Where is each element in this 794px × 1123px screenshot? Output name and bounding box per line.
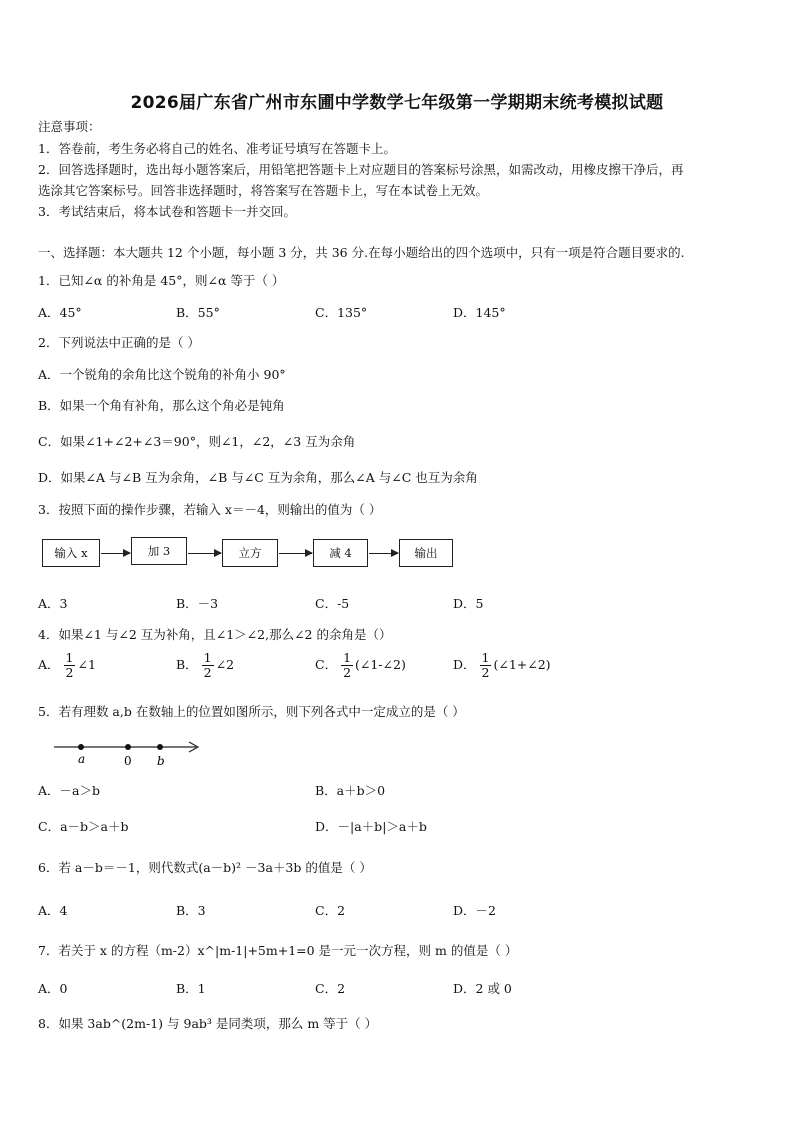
flow-sub4-box: 减 4 xyxy=(313,539,368,567)
option-expr: (∠1-∠2) xyxy=(355,657,406,672)
option-label: C． xyxy=(315,657,338,672)
label-0: 0 xyxy=(124,754,132,768)
q7-option-a: A．0 xyxy=(38,981,68,996)
q6-option-d: D．－2 xyxy=(453,903,496,918)
q8-stem: 8．如果 3ab^(2m-1) 与 9ab³ 是同类项，那么 m 等于（ ） xyxy=(38,1016,378,1031)
denominator: 2 xyxy=(343,665,352,680)
q3-stem: 3．按照下面的操作步骤，若输入 x＝－4，则输出的值为（ ） xyxy=(38,502,382,517)
q7-option-d: D．2 或 0 xyxy=(453,981,512,996)
option-expr: ∠2 xyxy=(215,657,235,672)
flow-arrow xyxy=(101,553,130,554)
q7-option-c: C．2 xyxy=(315,981,346,996)
denominator: 2 xyxy=(65,665,74,680)
q5-option-c: C．a－b＞a＋b xyxy=(38,819,129,834)
fraction xyxy=(202,651,214,680)
q6-stem: 6．若 a－b＝－1，则代数式(a－b)² －3a＋3b 的值是（ ） xyxy=(38,860,372,875)
q4-option-a xyxy=(38,651,96,680)
notice-item-1: 1．答卷前，考生务必将自己的姓名、准考证号填写在答题卡上。 xyxy=(38,141,396,156)
q4-option-d xyxy=(453,651,551,680)
q3-option-d: D．5 xyxy=(453,596,484,611)
flow-cube-box: 立方 xyxy=(222,539,278,567)
q2-option-a: A．一个锐角的余角比这个锐角的补角小 90° xyxy=(38,367,286,382)
q1-option-b: B．55° xyxy=(176,305,220,320)
notice-item-3: 3．考试结束后，将本试卷和答题卡一并交回。 xyxy=(38,204,296,219)
q4-option-c xyxy=(315,651,406,680)
flow-input-box: 输入 x xyxy=(42,539,100,567)
option-label: D． xyxy=(453,657,476,672)
q5-option-d: D．－|a＋b|＞a＋b xyxy=(315,819,427,834)
q3-option-c: C．-5 xyxy=(315,596,350,611)
q7-option-b: B．1 xyxy=(176,981,206,996)
option-label: B． xyxy=(176,657,198,672)
fraction xyxy=(480,651,492,680)
numerator: 1 xyxy=(65,650,74,665)
notice-item-2-cont: 选涂其它答案标号。回答非选择题时，将答案写在答题卡上，写在本试卷上无效。 xyxy=(38,183,489,198)
option-expr: ∠1 xyxy=(77,657,96,672)
numerator: 1 xyxy=(481,650,490,665)
q4-stem: 4．如果∠1 与∠2 互为补角，且∠1＞∠2,那么∠2 的余角是（） xyxy=(38,627,392,642)
option-label: A． xyxy=(38,657,60,672)
number-line xyxy=(50,736,210,770)
numerator: 1 xyxy=(203,650,212,665)
q1-option-d: D．145° xyxy=(453,305,506,320)
q5-option-a: A．－a＞b xyxy=(38,783,100,798)
fraction xyxy=(341,651,353,680)
numerator: 1 xyxy=(343,650,352,665)
flow-arrow xyxy=(369,553,398,554)
q2-option-d: D．如果∠A 与∠B 互为余角，∠B 与∠C 互为余角，那么∠A 与∠C 也互为余角 xyxy=(38,470,478,485)
denominator: 2 xyxy=(481,665,490,680)
fraction xyxy=(64,651,76,680)
q3-option-a: A．3 xyxy=(38,596,68,611)
q2-option-b: B．如果一个角有补角，那么这个角必是钝角 xyxy=(38,398,285,413)
q5-stem: 5．若有理数 a,b 在数轴上的位置如图所示，则下列各式中一定成立的是（ ） xyxy=(38,704,465,719)
q3-option-b: B．－3 xyxy=(176,596,219,611)
page-title: 2026届广东省广州市东圃中学数学七年级第一学期期末统考模拟试题 xyxy=(130,93,664,113)
notice-item-2: 2．回答选择题时，选出每小题答案后，用铅笔把答题卡上对应题目的答案标号涂黑，如需改动，用橡皮擦干净后，再 xyxy=(38,162,684,177)
q1-option-a: A．45° xyxy=(38,305,82,320)
flow-add3-box: 加 3 xyxy=(131,537,187,565)
point-b xyxy=(157,744,163,750)
denominator: 2 xyxy=(203,665,212,680)
q5-option-b: B．a＋b＞0 xyxy=(315,783,386,798)
q1-option-c: C．135° xyxy=(315,305,368,320)
q6-option-b: B．3 xyxy=(176,903,206,918)
q2-option-c: C．如果∠1+∠2+∠3＝90°，则∠1，∠2，∠3 互为余角 xyxy=(38,434,356,449)
point-0 xyxy=(125,744,131,750)
q6-option-a: A．4 xyxy=(38,903,68,918)
q4-option-b xyxy=(176,651,234,680)
point-a xyxy=(78,744,84,750)
label-b: b xyxy=(157,754,165,768)
q6-option-c: C．2 xyxy=(315,903,346,918)
q7-stem: 7．若关于 x 的方程（m-2）x^|m-1|+5m+1=0 是一元一次方程，则 m 的值是（ ） xyxy=(38,943,518,958)
flow-output-box: 输出 xyxy=(399,539,453,567)
notice-heading: 注意事项： xyxy=(38,119,101,134)
option-expr: (∠1+∠2) xyxy=(493,657,551,672)
section-heading: 一、选择题：本大题共 12 个小题，每小题 3 分，共 36 分.在每小题给出的四个选项中，只有一项是符合题目要求的. xyxy=(38,245,685,260)
label-a: a xyxy=(78,752,86,766)
flow-arrow xyxy=(188,553,221,554)
flow-arrow xyxy=(279,553,312,554)
q2-stem: 2．下列说法中正确的是（ ） xyxy=(38,335,200,350)
q1-stem: 1．已知∠α 的补角是 45°，则∠α 等于（ ） xyxy=(38,273,285,288)
